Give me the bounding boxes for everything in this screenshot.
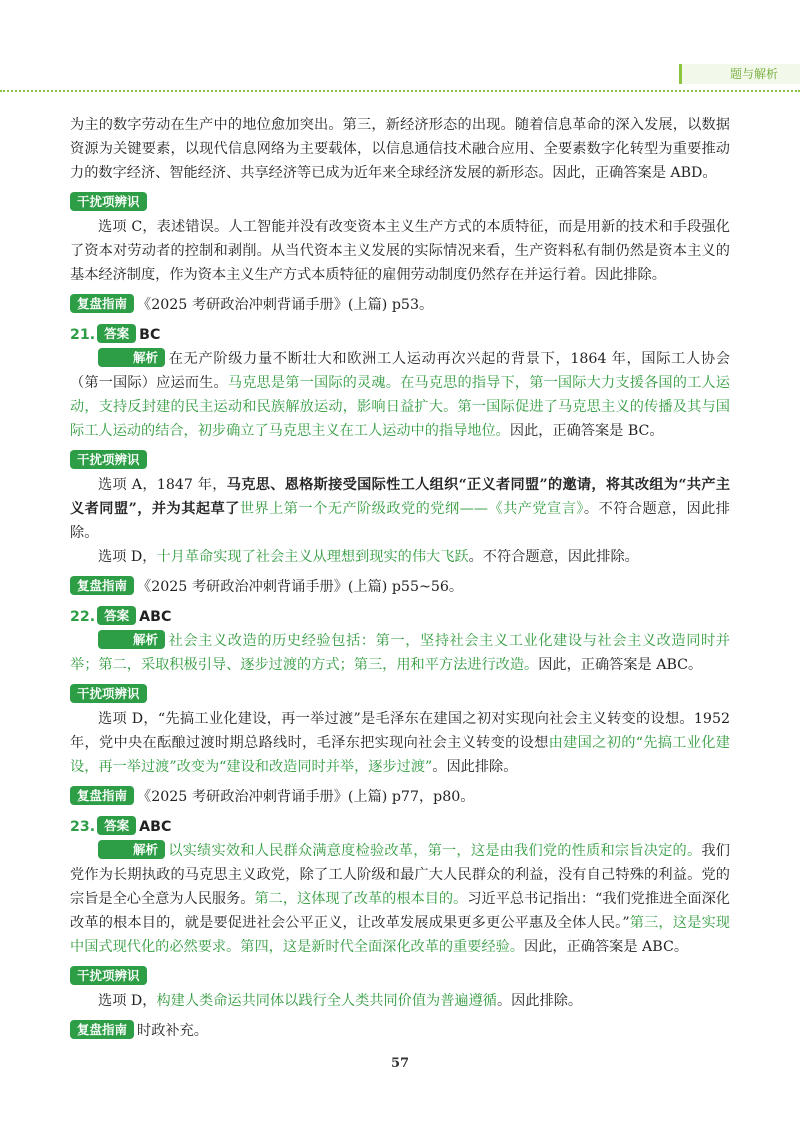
q21-distractor-d — [70, 545, 730, 569]
answer-tag: 答案 — [97, 816, 136, 835]
review-tag: 复盘指南 — [70, 786, 134, 805]
distractor-text: 。不符合题意，因此排除。 — [70, 501, 730, 541]
distractor-heading — [70, 191, 730, 215]
distractor-tag: 干扰项辨识 — [70, 450, 147, 469]
q21-analysis — [70, 347, 730, 443]
distractor-text: 选项 D， — [98, 993, 157, 1009]
distractor-text: 选项 C，表述错误。人工智能并没有改变资本主义生产方式的本质特征，而是用新的技术和手段强化了资本对劳动者的控制和剥削。从当代资本主义发展的实际情况来看，生产资料私有制仍然是资本主义的基本经济制度，作为资本主义生产方式本质特征的雇佣劳动制度仍然存在并运行着。因此排除。 — [70, 219, 730, 283]
question-number: 23. — [70, 819, 96, 835]
answer-value: BC — [139, 327, 161, 343]
q23-distractor-d — [70, 989, 730, 1013]
review-line — [70, 1019, 730, 1043]
answer-tag: 答案 — [97, 324, 136, 343]
distractor-highlight: 世界上第一个无产阶级政党的党纲——《共产党宣言》 — [239, 501, 584, 517]
review-tag: 复盘指南 — [70, 1020, 134, 1039]
analysis-text: 我们党作为长期执政的马克思主义政党，除了工人阶级和最广大人民群众的利益，没有自己特殊的利益。党的宗旨是全心全意为人民服务。 — [70, 843, 730, 907]
analysis-highlight: 以实绩实效和人民群众满意度检验改革，第一，这是由我们党的性质和宗旨决定的。 — [168, 843, 702, 859]
q21-distractor-a — [70, 473, 730, 545]
distractor-highlight: 由建国之初的“先搞工业化建设，再一举过渡”改变为“建设和改造同时并举，逐步过渡” — [70, 735, 730, 775]
analysis-text: 在无产阶级力量不断壮大和欧洲工人运动再次兴起的背景下，1864 年，国际工人协会（第一国际）应运而生。 — [70, 351, 730, 391]
answer-value: ABC — [139, 609, 172, 625]
q22-answer-line — [70, 605, 730, 629]
distractor-tag: 干扰项辨识 — [70, 966, 147, 985]
analysis-text: 习近平总书记指出：“我们党推进全面深化改革的根本目的，就是要促进社会公平正义，让改革发展成果更多更公平惠及全体人民。” — [70, 891, 730, 931]
question-number: 21. — [70, 327, 96, 343]
q22-distractor-d — [70, 707, 730, 779]
analysis-highlight: 第三，这是实现中国式现代化的必然要求。第四，这是新时代全面深化改革的重要经验。 — [70, 915, 730, 955]
review-text: 《2025 考研政治冲刺背诵手册》(上篇) p77，p80。 — [137, 789, 475, 805]
review-text: 《2025 考研政治冲刺背诵手册》(上篇) p53。 — [137, 297, 434, 313]
distractor-highlight: 十月革命实现了社会主义从理想到现实的伟大飞跃 — [156, 549, 469, 565]
answer-tag: 答案 — [97, 606, 136, 625]
analysis-conclusion: 因此，正确答案是 BC。 — [509, 423, 664, 439]
page-content — [70, 113, 730, 1043]
review-text: 时政补充。 — [137, 1023, 208, 1039]
analysis-tag: 解析 — [98, 348, 165, 367]
distractor-text: 选项 D， — [98, 549, 157, 565]
analysis-conclusion: 因此，正确答案是 ABC。 — [524, 939, 689, 955]
analysis-highlight: 马克思是第一国际的灵魂。在马克思的指导下，第一国际大力支援各国的工人运动，支持反封建的民主运动和民族解放运动，影响日益扩大。第一国际促进了马克思主义的传播及其与国际工人运动的结合，初步确立了马克思主义在工人运动中的指导地位。 — [70, 375, 730, 439]
distractor-text: 。不符合题意，因此排除。 — [468, 549, 639, 565]
review-line — [70, 785, 730, 809]
distractor-bold: 马克思、恩格斯接受国际性工人组织“正义者同盟”的邀请，将其改组为“共产主义者同盟”，并为其起草了 — [70, 477, 731, 517]
answer-value: ABC — [139, 819, 172, 835]
review-line — [70, 575, 730, 599]
review-text: 《2025 考研政治冲刺背诵手册》(上篇) p55~56。 — [137, 579, 464, 595]
q21-answer-line — [70, 323, 730, 347]
section-title: 题与解析 — [729, 67, 778, 81]
analysis-tag: 解析 — [98, 840, 165, 859]
q23-analysis — [70, 839, 730, 959]
distractor-tag: 干扰项辨识 — [70, 192, 147, 211]
distractor-heading — [70, 449, 730, 473]
distractor-highlight: 构建人类命运共同体以践行全人类共同价值为普遍遵循 — [156, 993, 497, 1009]
q23-answer-line — [70, 815, 730, 839]
analysis-conclusion: 因此，正确答案是 ABC。 — [538, 657, 703, 673]
analysis-tag: 解析 — [98, 630, 165, 649]
distractor-text: 。因此排除。 — [496, 993, 583, 1009]
page-number: 57 — [390, 1056, 410, 1071]
analysis-highlight: 社会主义改造的历史经验包括：第一，坚持社会主义工业化建设与社会主义改造同时并举；第二，采取积极引导、逐步过渡的方式；第三，用和平方法进行改造。 — [70, 633, 730, 673]
header-divider — [0, 90, 800, 92]
q22-analysis — [70, 629, 730, 677]
analysis-highlight: 第二，这体现了改革的根本目的。 — [254, 891, 468, 907]
question-number: 22. — [70, 609, 96, 625]
distractor-text: 选项 D，“先搞工业化建设，再一举过渡”是毛泽东在建国之初对实现向社会主义转变的设想。1952 年，党中央在酝酿过渡时期总路线时，毛泽东把实现向社会主义转变的设想 — [70, 711, 730, 751]
distractor-text: 。因此排除。 — [432, 759, 518, 775]
distractor-text: 选项 A，1847 年， — [98, 477, 227, 493]
distractor-tag: 干扰项辨识 — [70, 684, 147, 703]
intro-paragraph: 为主的数字劳动在生产中的地位愈加突出。第三，新经济形态的出现。随着信息革命的深入发展，以数据资源为关键要素，以现代信息网络为主要载体，以信息通信技术融合应用、全要素数字化转型为重要推动力的数字经济、智能经济、共享经济等已成为近年来全球经济发展的新形态。因此，正确答案是 ABD。 — [70, 117, 730, 181]
review-tag: 复盘指南 — [70, 294, 134, 313]
distractor-heading — [70, 683, 730, 707]
distractor-heading — [70, 965, 730, 989]
review-line — [70, 293, 730, 317]
review-tag: 复盘指南 — [70, 576, 134, 595]
